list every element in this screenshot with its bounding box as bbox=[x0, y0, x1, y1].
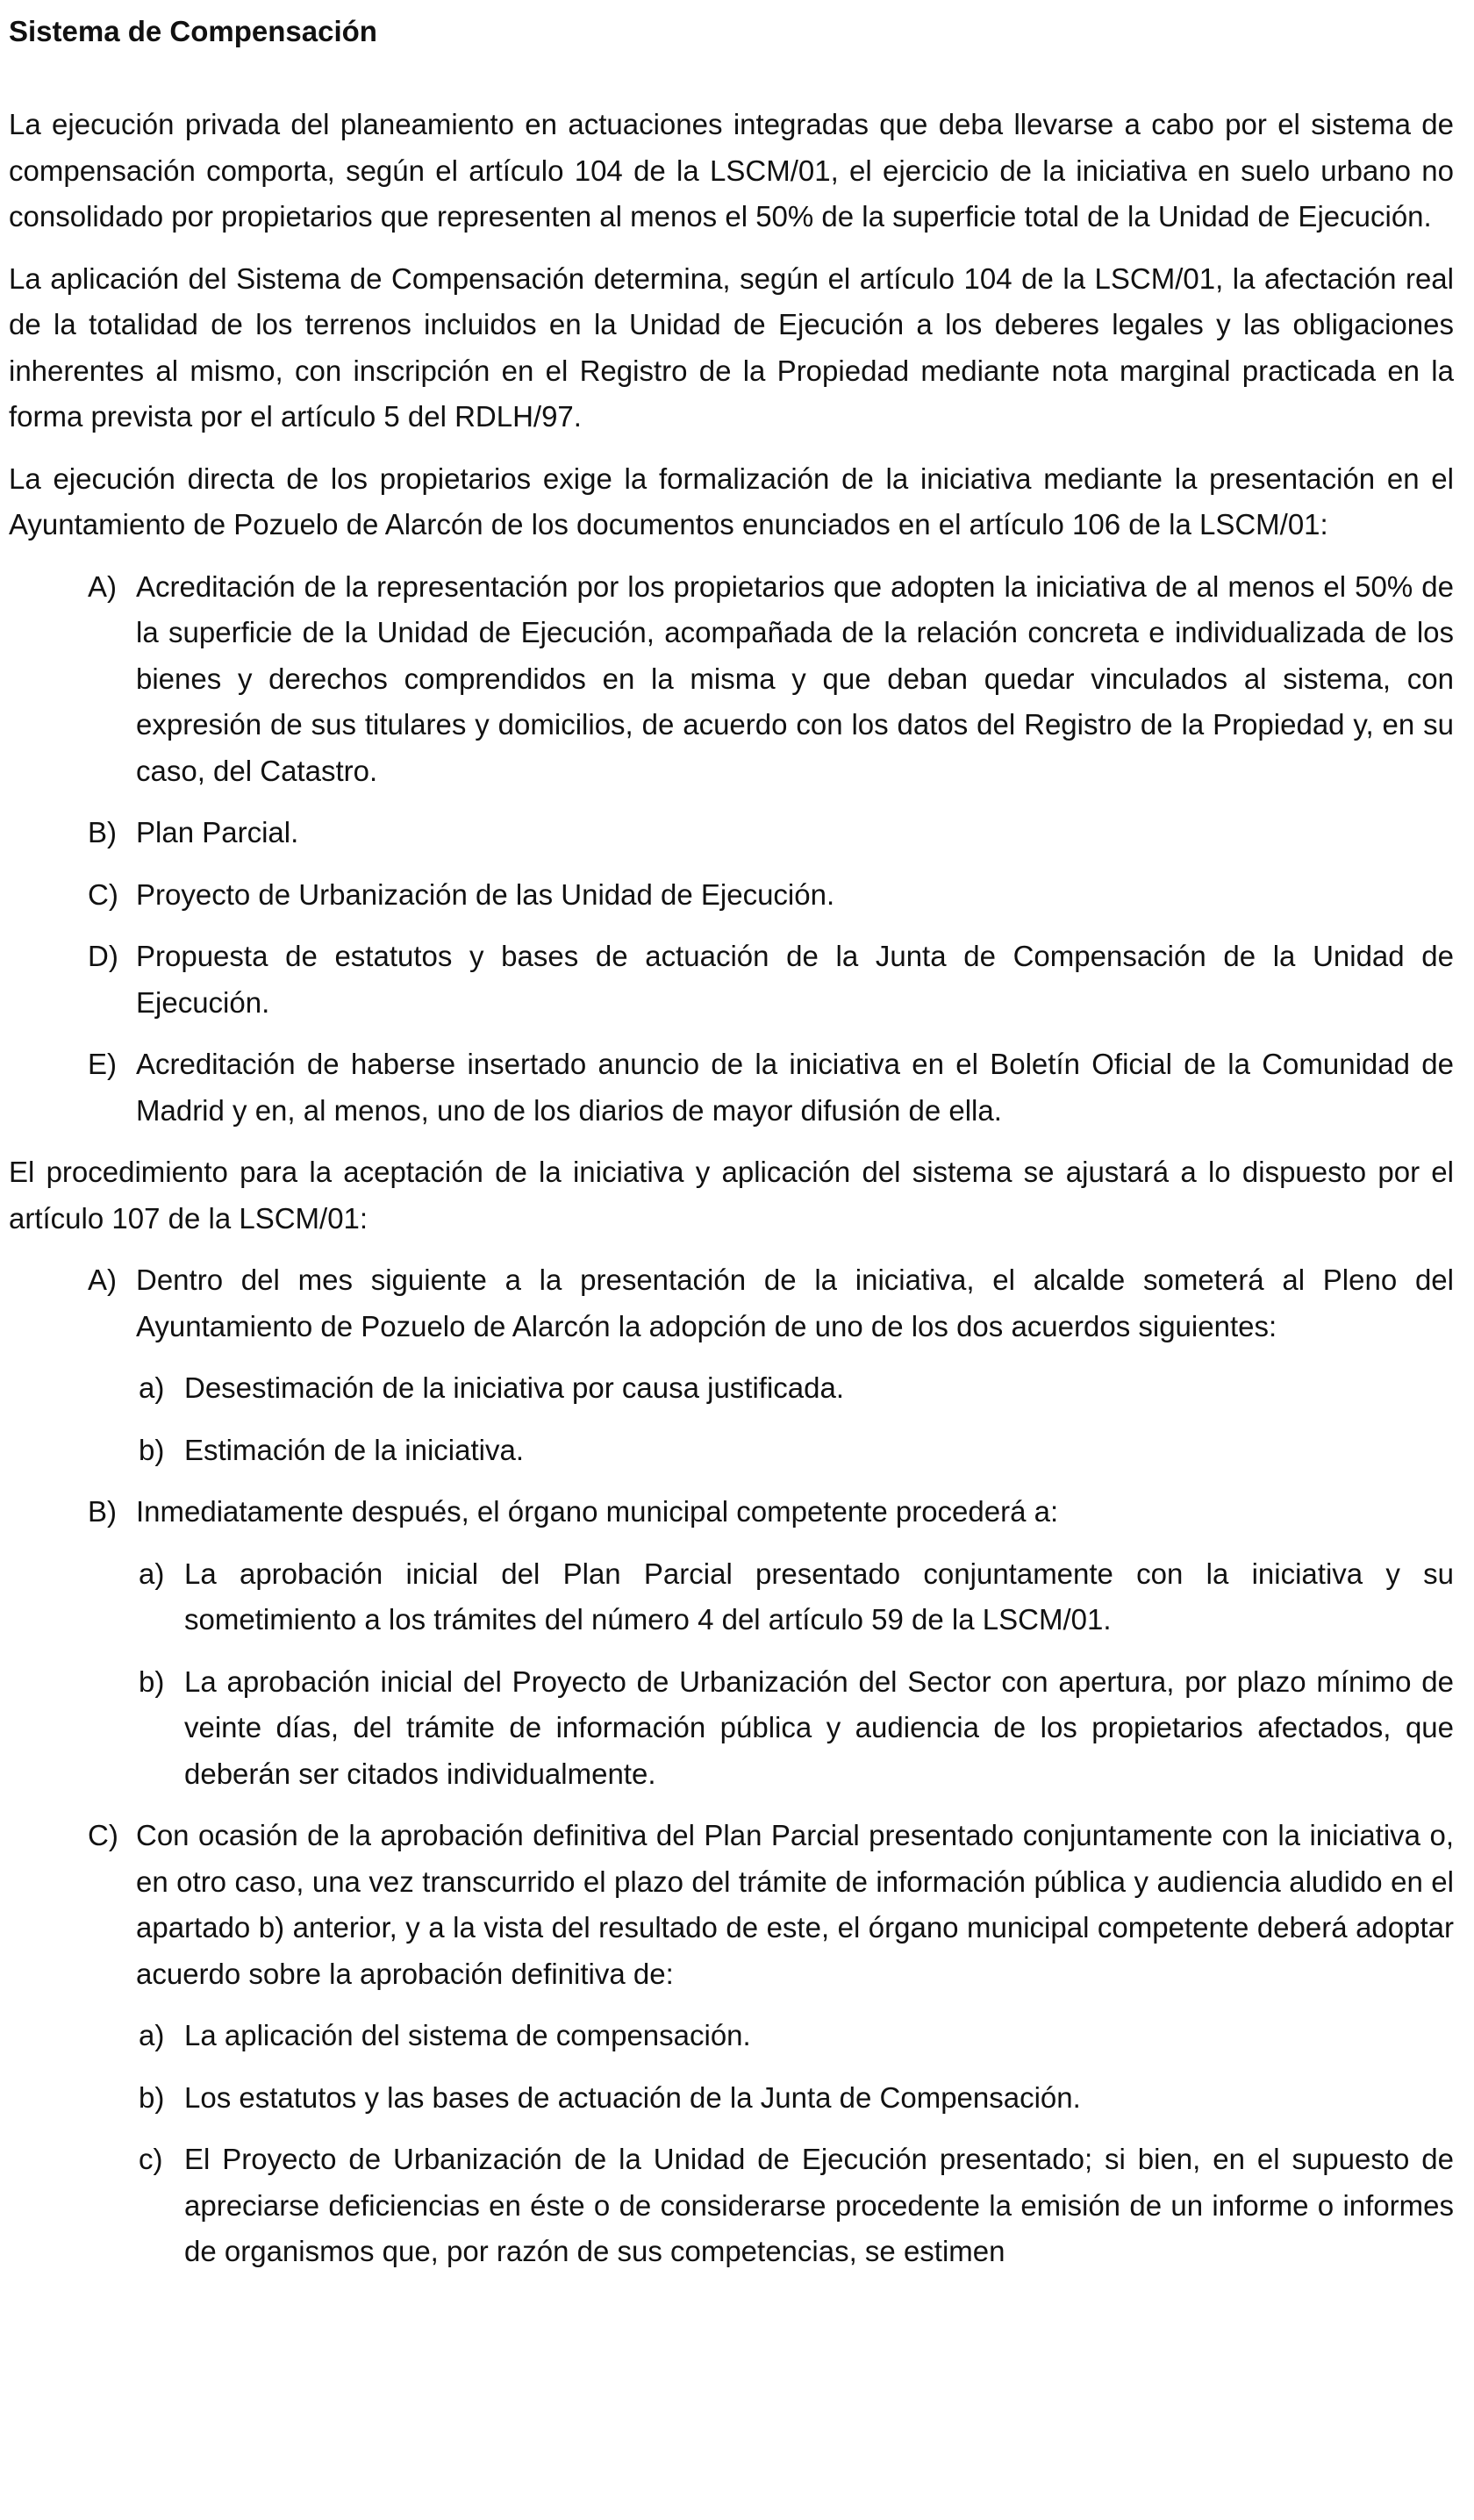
list-item-text: Inmediatamente después, el órgano municipal competente procederá a: bbox=[136, 1495, 1059, 1528]
sub-item-label: b) bbox=[139, 1664, 165, 1698]
sub-item-label: c) bbox=[139, 2143, 163, 2175]
list-item-procedure-a bbox=[88, 1257, 1454, 1349]
list-item-label: C) bbox=[88, 1819, 118, 1851]
list-item-label: C) bbox=[88, 877, 118, 911]
sub-item-procedure-a-a bbox=[139, 1365, 1454, 1412]
sub-item-label: a) bbox=[139, 1557, 165, 1590]
list-item-text: Plan Parcial. bbox=[136, 816, 299, 848]
list-item-label: B) bbox=[88, 1495, 117, 1528]
list-item-text: Acreditación de haberse insertado anuncio de la iniciativa en el Boletín Oficial de la Comunidad de Madrid y en, al menos, uno de los diarios de mayor difusión de ella. bbox=[136, 1048, 1454, 1127]
sub-item-procedure-b-a bbox=[139, 1551, 1454, 1643]
sub-item-text: Estimación de la iniciativa. bbox=[184, 1433, 525, 1466]
paragraph-system-application: La aplicación del Sistema de Compensación determina, según el artículo 104 de la LSCM/01, la afectación real de la totalidad de los terrenos incluidos en la Unidad de Ejecución a los deberes legales y las obligaciones inherentes al mismo, con inscripción en el Registro de la Propiedad mediante nota marginal practicada en la forma prevista por el artículo 5 del RDLH/97. bbox=[9, 261, 1454, 433]
sub-item-text: La aprobación inicial del Plan Parcial presentado conjuntamente con la iniciativa y su sometimiento a los trámites del número 4 del artículo 59 de la LSCM/01. bbox=[184, 1557, 1454, 1636]
paragraph-direct-execution: La ejecución directa de los propietarios exige la formalización de la iniciativa mediante la presentación en el Ayuntamiento de Pozuelo de Alarcón de los documentos enunciados en el artículo 106 de la LSCM/01: bbox=[9, 462, 1454, 541]
sub-item-procedure-b-b bbox=[139, 1659, 1454, 1798]
section-title: Sistema de Compensación bbox=[9, 15, 377, 47]
sub-item-procedure-c-c bbox=[139, 2137, 1454, 2275]
paragraph-private-execution: La ejecución privada del planeamiento en actuaciones integradas que deba llevarse a cabo por el sistema de compensación comporta, según el artículo 104 de la LSCM/01, el ejercicio de la iniciativa en suelo urbano no consolidado por propietarios que representen al menos el 50% de la superficie total de la Unidad de Ejecución. bbox=[9, 108, 1454, 233]
list-item-procedure-b bbox=[88, 1489, 1454, 1536]
list-item-label: A) bbox=[88, 1264, 117, 1296]
sub-item-label: a) bbox=[139, 1371, 165, 1404]
list-item-documents-d bbox=[88, 934, 1454, 1026]
sub-item-procedure-c-a bbox=[139, 2013, 1454, 2059]
list-item-procedure-c bbox=[88, 1813, 1454, 1997]
list-item-documents-e bbox=[88, 1042, 1454, 1134]
list-item-text: Dentro del mes siguiente a la presentación de la iniciativa, el alcalde someterá al Pleno del Ayuntamiento de Pozuelo de Alarcón la adopción de uno de los dos acuerdos siguientes: bbox=[136, 1264, 1454, 1342]
paragraph-procedure: El procedimiento para la aceptación de la iniciativa y aplicación del sistema se ajustará a lo dispuesto por el artículo 107 de la LSCM/01: bbox=[9, 1156, 1454, 1235]
sub-item-text: La aplicación del sistema de compensación. bbox=[184, 2019, 751, 2051]
sub-item-text: El Proyecto de Urbanización de la Unidad de Ejecución presentado; si bien, en el supuesto de apreciarse deficiencias en éste o de considerarse procedente la emisión de un informe o informes de organismos que, por razón de sus competencias, se estimen bbox=[184, 2143, 1454, 2267]
sub-item-label: b) bbox=[139, 1433, 165, 1466]
list-item-text: Proyecto de Urbanización de las Unidad de Ejecución. bbox=[136, 877, 835, 911]
list-item-documents-c bbox=[88, 872, 1454, 919]
list-item-label: A) bbox=[88, 569, 117, 603]
sub-item-label: b) bbox=[139, 2080, 165, 2114]
sub-item-text: La aprobación inicial del Proyecto de Urbanización del Sector con apertura, por plazo mínimo de veinte días, del trámite de información pública y audiencia de los propietarios afectados, que deberán ser citados individualmente. bbox=[184, 1664, 1454, 1790]
list-item-label: E) bbox=[88, 1048, 117, 1080]
list-item-text: Propuesta de estatutos y bases de actuación de la Junta de Compensación de la Unidad de Ejecución. bbox=[136, 940, 1454, 1019]
sub-item-label: a) bbox=[139, 2019, 165, 2051]
sub-item-procedure-a-b bbox=[139, 1428, 1454, 1474]
list-item-documents-b bbox=[88, 810, 1454, 856]
list-item-text: Con ocasión de la aprobación definitiva del Plan Parcial presentado conjuntamente con la iniciativa o, en otro caso, una vez transcurrido el plazo del trámite de información pública y audiencia aludido en el apartado b) anterior, y a la vista del resultado de este, el órgano municipal competente deberá adoptar acuerdo sobre la aprobación definitiva de: bbox=[136, 1819, 1454, 1990]
list-item-label: B) bbox=[88, 816, 117, 848]
sub-item-text: Los estatutos y las bases de actuación de la Junta de Compensación. bbox=[184, 2080, 1081, 2114]
sub-item-procedure-c-b bbox=[139, 2075, 1454, 2122]
list-item-text: Acreditación de la representación por los propietarios que adopten la iniciativa de al menos el 50% de la superficie de la Unidad de Ejecución, acompañada de la relación concreta e individualizada de los bienes y derechos comprendidos en la misma y que deban quedar vinculados al sistema, con expresión de sus titulares y domicilios, de acuerdo con los datos del Registro de la Propiedad y, en su caso, del Catastro. bbox=[136, 569, 1454, 787]
list-item-label: D) bbox=[88, 940, 118, 972]
list-item-documents-a bbox=[88, 564, 1454, 795]
sub-item-text: Desestimación de la iniciativa por causa justificada. bbox=[184, 1371, 845, 1404]
